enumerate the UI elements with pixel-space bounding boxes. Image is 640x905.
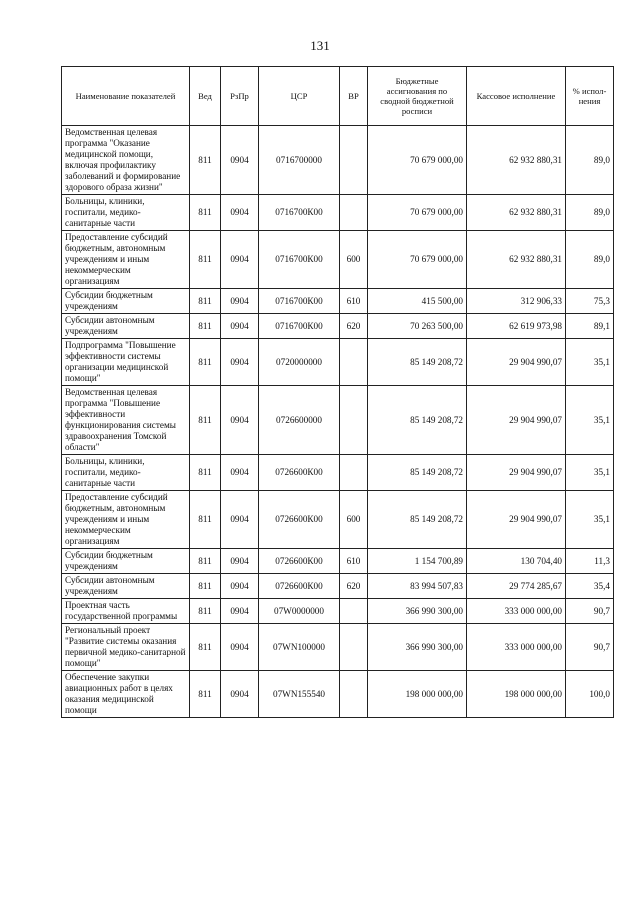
- cell-ved: 811: [190, 231, 221, 289]
- table-row: [62, 231, 614, 289]
- cell-csr: 0726600К00: [259, 574, 340, 599]
- table-row: [62, 289, 614, 314]
- table-row: [62, 195, 614, 231]
- cell-rzpr: 0904: [221, 549, 259, 574]
- cell-ved: 811: [190, 386, 221, 455]
- cell-budget: 70 679 000,00: [368, 231, 467, 289]
- cell-vr: [340, 455, 368, 491]
- table-header-row: [62, 67, 614, 126]
- table-row: [62, 549, 614, 574]
- cell-csr: 0716700000: [259, 126, 340, 195]
- table-row: [62, 624, 614, 671]
- cell-rzpr: 0904: [221, 491, 259, 549]
- cell-rzpr: 0904: [221, 195, 259, 231]
- cell-vr: [340, 599, 368, 624]
- cell-csr: 0716700К00: [259, 289, 340, 314]
- cell-budget: 415 500,00: [368, 289, 467, 314]
- table-row: [62, 671, 614, 718]
- cell-budget: 70 679 000,00: [368, 126, 467, 195]
- cell-cash: 333 000 000,00: [467, 599, 566, 624]
- cell-rzpr: 0904: [221, 455, 259, 491]
- cell-ved: 811: [190, 549, 221, 574]
- cell-budget: 85 149 208,72: [368, 386, 467, 455]
- cell-name: Субсидии бюджетным учреждениям: [62, 549, 190, 574]
- cell-percent: 89,0: [566, 126, 614, 195]
- table-row: [62, 314, 614, 339]
- header-budget: Бюджетные ассигнования по сводной бюджетной росписи: [368, 67, 467, 126]
- cell-vr: 600: [340, 491, 368, 549]
- cell-rzpr: 0904: [221, 126, 259, 195]
- cell-ved: 811: [190, 289, 221, 314]
- cell-name: Проектная часть государственной программы: [62, 599, 190, 624]
- cell-budget: 198 000 000,00: [368, 671, 467, 718]
- cell-percent: 89,0: [566, 195, 614, 231]
- cell-percent: 35,1: [566, 386, 614, 455]
- cell-cash: 198 000 000,00: [467, 671, 566, 718]
- cell-ved: 811: [190, 195, 221, 231]
- cell-cash: 62 932 880,31: [467, 231, 566, 289]
- cell-vr: 620: [340, 314, 368, 339]
- cell-percent: 35,1: [566, 455, 614, 491]
- table-row: [62, 574, 614, 599]
- cell-vr: 610: [340, 549, 368, 574]
- cell-ved: 811: [190, 599, 221, 624]
- cell-rzpr: 0904: [221, 231, 259, 289]
- cell-csr: 0720000000: [259, 339, 340, 386]
- cell-name: Предоставление субсидий бюджетным, автономным учреждениям и иным некоммерческим организациям: [62, 231, 190, 289]
- cell-cash: 29 904 990,07: [467, 386, 566, 455]
- budget-execution-table: [61, 66, 614, 718]
- cell-percent: 35,1: [566, 339, 614, 386]
- cell-ved: 811: [190, 491, 221, 549]
- cell-percent: 90,7: [566, 599, 614, 624]
- cell-csr: 07W0000000: [259, 599, 340, 624]
- cell-name: Больницы, клиники, госпитали, медико-санитарные части: [62, 455, 190, 491]
- cell-cash: 29 904 990,07: [467, 455, 566, 491]
- cell-budget: 1 154 700,89: [368, 549, 467, 574]
- cell-vr: 620: [340, 574, 368, 599]
- cell-rzpr: 0904: [221, 314, 259, 339]
- cell-ved: 811: [190, 314, 221, 339]
- cell-cash: 29 904 990,07: [467, 339, 566, 386]
- cell-rzpr: 0904: [221, 599, 259, 624]
- cell-csr: 0726600К00: [259, 455, 340, 491]
- cell-cash: 333 000 000,00: [467, 624, 566, 671]
- header-csr: ЦСР: [259, 67, 340, 126]
- cell-ved: 811: [190, 455, 221, 491]
- cell-cash: 62 619 973,98: [467, 314, 566, 339]
- cell-name: Ведомственная целевая программа "Повышение эффективности функционирования системы здравоохранения Томской области": [62, 386, 190, 455]
- cell-csr: 07WN155540: [259, 671, 340, 718]
- cell-cash: 62 932 880,31: [467, 126, 566, 195]
- cell-ved: 811: [190, 624, 221, 671]
- cell-name: Подпрограмма "Повышение эффективности системы организации медицинской помощи": [62, 339, 190, 386]
- page-number: 131: [310, 38, 330, 53]
- cell-name: Ведомственная целевая программа "Оказание медицинской помощи, включая профилактику заболеваний и формирование здорового образа жизни": [62, 126, 190, 195]
- cell-budget: 70 679 000,00: [368, 195, 467, 231]
- cell-rzpr: 0904: [221, 574, 259, 599]
- table-row: [62, 126, 614, 195]
- cell-rzpr: 0904: [221, 624, 259, 671]
- cell-budget: 366 990 300,00: [368, 599, 467, 624]
- cell-csr: 0726600К00: [259, 549, 340, 574]
- cell-cash: 29 774 285,67: [467, 574, 566, 599]
- table-row: [62, 386, 614, 455]
- cell-csr: 0716700К00: [259, 314, 340, 339]
- cell-budget: 366 990 300,00: [368, 624, 467, 671]
- cell-percent: 89,0: [566, 231, 614, 289]
- cell-vr: [340, 126, 368, 195]
- cell-percent: 11,3: [566, 549, 614, 574]
- header-ved: Вед: [190, 67, 221, 126]
- cell-budget: 70 263 500,00: [368, 314, 467, 339]
- cell-vr: [340, 339, 368, 386]
- header-name: Наименование показателей: [62, 67, 190, 126]
- cell-percent: 35,1: [566, 491, 614, 549]
- cell-vr: 610: [340, 289, 368, 314]
- cell-vr: [340, 671, 368, 718]
- cell-csr: 0716700К00: [259, 195, 340, 231]
- cell-rzpr: 0904: [221, 289, 259, 314]
- cell-rzpr: 0904: [221, 339, 259, 386]
- cell-ved: 811: [190, 339, 221, 386]
- cell-vr: 600: [340, 231, 368, 289]
- table-row: [62, 339, 614, 386]
- cell-budget: 83 994 507,83: [368, 574, 467, 599]
- cell-cash: 312 906,33: [467, 289, 566, 314]
- cell-budget: 85 149 208,72: [368, 339, 467, 386]
- cell-vr: [340, 386, 368, 455]
- cell-ved: 811: [190, 126, 221, 195]
- header-cash: Кассовое исполнение: [467, 67, 566, 126]
- cell-percent: 90,7: [566, 624, 614, 671]
- cell-ved: 811: [190, 671, 221, 718]
- cell-name: Субсидии бюджетным учреждениям: [62, 289, 190, 314]
- cell-vr: [340, 624, 368, 671]
- cell-cash: 29 904 990,07: [467, 491, 566, 549]
- cell-name: Обеспечение закупки авиационных работ в целях оказания медицинской помощи: [62, 671, 190, 718]
- cell-name: Предоставление субсидий бюджетным, автономным учреждениям и иным некоммерческим организациям: [62, 491, 190, 549]
- cell-percent: 35,4: [566, 574, 614, 599]
- cell-csr: 0726600К00: [259, 491, 340, 549]
- cell-budget: 85 149 208,72: [368, 455, 467, 491]
- cell-percent: 75,3: [566, 289, 614, 314]
- cell-ved: 811: [190, 574, 221, 599]
- cell-vr: [340, 195, 368, 231]
- cell-cash: 130 704,40: [467, 549, 566, 574]
- cell-rzpr: 0904: [221, 671, 259, 718]
- cell-name: Субсидии автономным учреждениям: [62, 314, 190, 339]
- cell-budget: 85 149 208,72: [368, 491, 467, 549]
- cell-name: Больницы, клиники, госпитали, медико-санитарные части: [62, 195, 190, 231]
- cell-name: Субсидии автономным учреждениям: [62, 574, 190, 599]
- header-percent: % испол-нения: [566, 67, 614, 126]
- cell-csr: 0716700К00: [259, 231, 340, 289]
- cell-percent: 100,0: [566, 671, 614, 718]
- cell-percent: 89,1: [566, 314, 614, 339]
- cell-cash: 62 932 880,31: [467, 195, 566, 231]
- header-rzpr: РзПр: [221, 67, 259, 126]
- table-row: [62, 491, 614, 549]
- cell-name: Региональный проект "Развитие системы оказания первичной медико-санитарной помощи": [62, 624, 190, 671]
- header-vr: ВР: [340, 67, 368, 126]
- cell-csr: 0726600000: [259, 386, 340, 455]
- table-row: [62, 599, 614, 624]
- cell-csr: 07WN100000: [259, 624, 340, 671]
- cell-rzpr: 0904: [221, 386, 259, 455]
- table-row: [62, 455, 614, 491]
